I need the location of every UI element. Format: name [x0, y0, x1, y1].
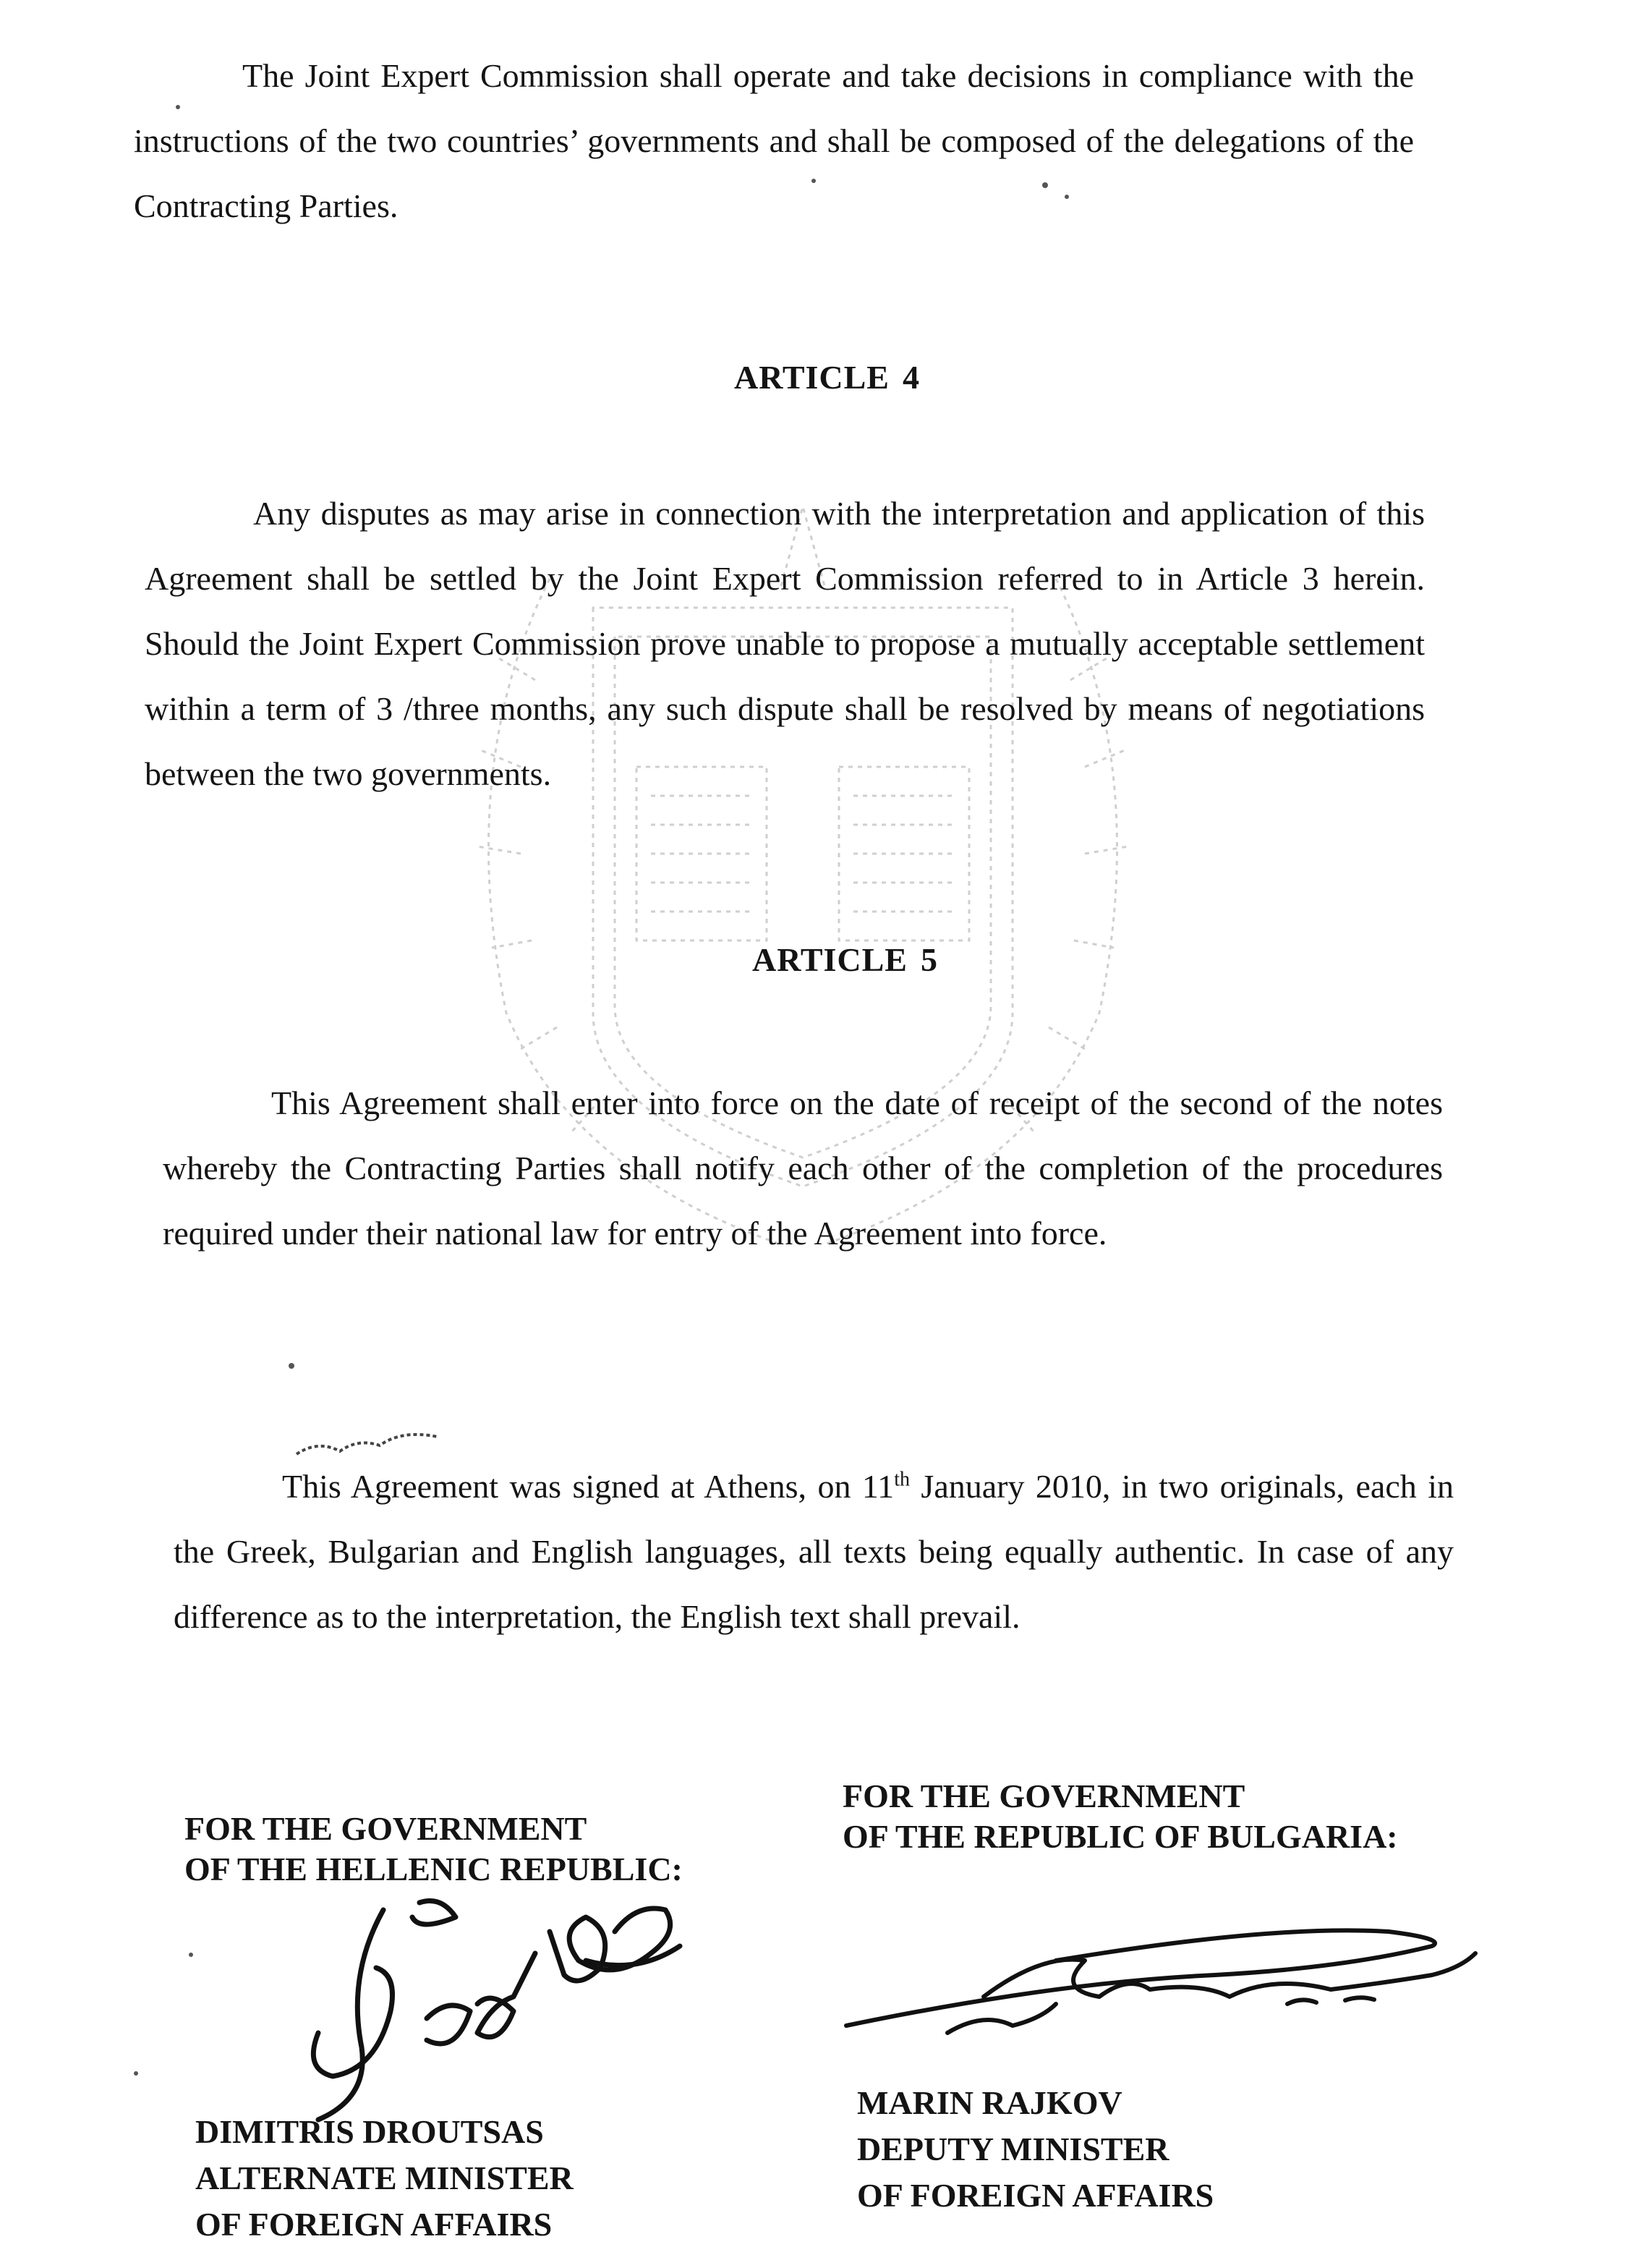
article-5-text: This Agreement shall enter into force on the date of receipt of the second of the notes whereby the Contracting Parties shall notify each other of the completion of the procedures required under their national law for entry of the Agreement into force. [163, 1084, 1443, 1252]
signature-rajkov-icon [839, 1910, 1519, 2055]
signatory-greece-header [184, 1809, 683, 1890]
signatory-bulgaria-name-block [857, 2080, 1214, 2219]
article-4-heading-number: 4 [903, 359, 920, 396]
closing-paragraph: This Agreement was signed at Athens, on 11th January 2010, in two originals, each in the Greek, Bulgarian and English languages, all texts being equally authentic. In case of any difference as to the interpretation, the English text shall prevail. [174, 1468, 1454, 1635]
signatory-bulgaria-title2: OF FOREIGN AFFAIRS [857, 2177, 1214, 2214]
signatory-bulgaria-title1: DEPUTY MINISTER [857, 2131, 1169, 2167]
article-5-heading-number: 5 [921, 941, 938, 978]
signatory-greece-title2: OF FOREIGN AFFAIRS [195, 2206, 553, 2243]
signatory-bulgaria-name: MARIN RAJKOV [857, 2084, 1122, 2121]
signatory-bulgaria-line2: OF THE REPUBLIC OF BULGARIA: [843, 1818, 1398, 1855]
article-4-heading [734, 358, 920, 396]
signatory-greece-line2: OF THE HELLENIC REPUBLIC: [184, 1851, 683, 1887]
signatory-greece-name: DIMITRIS DROUTSAS [195, 2113, 544, 2150]
article-5-heading [752, 940, 938, 979]
signatory-greece-name-block [195, 2109, 574, 2248]
date-superscript: th [894, 1468, 910, 1491]
signatory-bulgaria-header [843, 1776, 1398, 1857]
article-4-heading-word: ARTICLE [734, 359, 890, 396]
commission-paragraph: The Joint Expert Commission shall operate and take decisions in compliance with the instructions of the two countries’ governments and shall be composed of the delegations of the Contracting Parties. [134, 57, 1414, 224]
signatory-bulgaria-line1: FOR THE GOVERNMENT [843, 1778, 1245, 1814]
signatory-greece-title1: ALTERNATE MINISTER [195, 2159, 574, 2196]
article-4-text: Any disputes as may arise in connection with the interpretation and application of this Agreement shall be settled by the Joint Expert Commission referred to in Article 3 herein. Should the Joint Expert Commission prove unable to propose a mutually acceptable settlement within a term of 3 /three months, any such dispute shall be resolved by means of negotiations between the two governments. [145, 495, 1425, 792]
signature-droutsas-icon [275, 1888, 723, 2134]
signatory-greece-line1: FOR THE GOVERNMENT [184, 1810, 587, 1847]
article-5-heading-word: ARTICLE [752, 941, 908, 978]
